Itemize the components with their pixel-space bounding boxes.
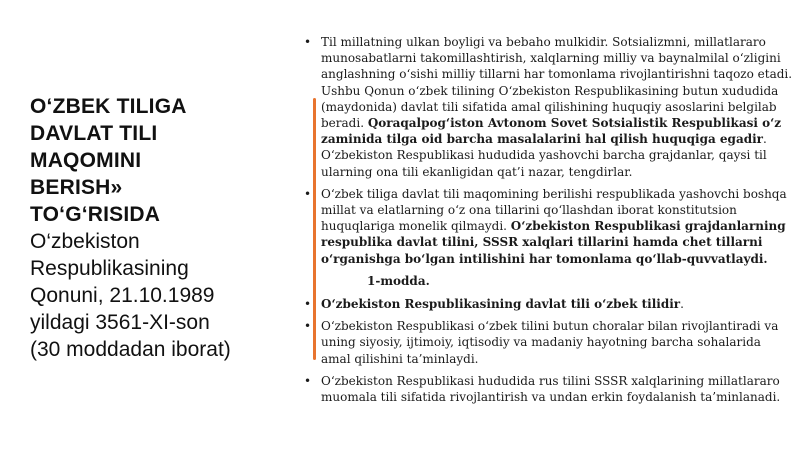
law-title: O‘ZBEK TILIGA DAVLAT TILI MAQOMINI BERISH» TO‘G‘RISIDA xyxy=(30,95,187,226)
bullet-icon: • xyxy=(304,35,312,49)
list-item xyxy=(304,373,794,405)
paragraph-bold-text: O‘zbekiston Respublikasi grajdanlarning respublika davlat tilini, SSSR xalqlari tillarini hamda chet tillarni o‘rganishga bo‘lgan intilishini har tomonlama qo‘llab-quvvatlaydi. xyxy=(321,219,786,266)
law-subtitle: O‘zbekiston Respublikasining Qonuni, 21.10.1989 yildagi 3561-XI-son (30 moddadan iborat) xyxy=(30,230,231,361)
paragraph-text: O‘zbekiston Respublikasi o‘zbek tilini butun choralar bilan rivojlantiradi va uning siyosiy, ijtimoiy, iqtisodiy va madaniy hayotning barcha sohalarida amal qilishini ta’minlaydi. xyxy=(321,319,779,366)
list-item xyxy=(304,296,794,312)
paragraph-bold-text: Qoraqalpog‘iston Avtonom Sovet Sotsialistik Respublikasi o‘z zaminida tilga oid barcha masalalarini hal qilish huquqiga egadir xyxy=(321,116,782,147)
paragraph-text: O‘zbek tiliga davlat tili maqomining berilishi respublikada yashovchi boshqa millat va elatlarning o‘z ona tillarini qo‘llashdan iborat konstitutsion huquqlariga monelik qilmaydi. xyxy=(321,186,787,234)
list-item xyxy=(304,34,794,180)
bullet-icon: • xyxy=(304,373,312,388)
paragraph-bold-text: O‘zbekiston Respublikasining davlat tili o‘zbek tilidir xyxy=(321,297,681,312)
bullet-icon: • xyxy=(304,186,312,201)
paragraph-text-end: . O‘zbekiston Respublikasi hududida yashovchi barcha grajdanlar, qaysi til ularning ona tili ekanligidan qat’i nazar, tengdirlar. xyxy=(321,132,767,179)
law-text-list xyxy=(304,34,794,411)
bullet-icon: • xyxy=(304,319,312,334)
paragraph-text-end: . xyxy=(680,297,684,312)
list-item xyxy=(304,186,794,267)
paragraph-text: O‘zbekiston Respublikasi hududida rus tilini SSSR xalqlarining millatlararo muomala tili sifatida rivojlantirish va undan erkin foydalanish ta’minlanadi. xyxy=(321,373,781,405)
article-heading: 1-modda. xyxy=(367,273,430,288)
left-title-block xyxy=(30,93,270,363)
bullet-icon: • xyxy=(304,297,312,312)
list-item xyxy=(304,318,794,367)
paragraph-text: Til millatning ulkan boyligi va bebaho mulkidir. Sotsializmni, millatlararo munosabatlarni takomillashtirish, xalqlarning milliy va baynalmilal o‘zligini anglashning o‘sishi milliy tillarni har tomonlama rivojlantirishni taqozo etadi. Ushbu Qonun o‘zbek tilining O‘zbekiston Respublikasining butun xududida (maydonida) davlat tili sifatida amal qilishining huquqiy asoslarini belgilab beradi. xyxy=(321,35,793,131)
